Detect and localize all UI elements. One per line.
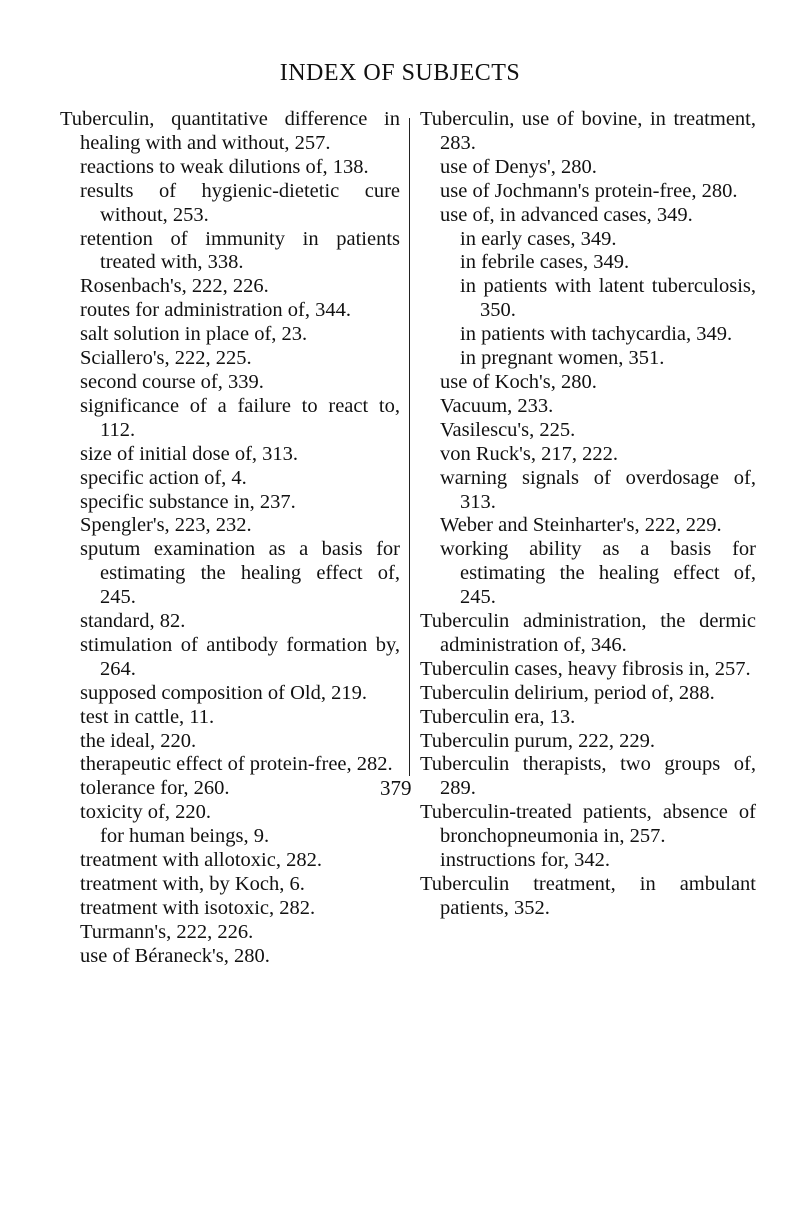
index-entry: retention of immunity in patients treated with, 338.	[80, 227, 400, 274]
index-entry: Vacuum, 233.	[440, 394, 554, 417]
index-entry: test in cattle, 11.	[80, 705, 215, 728]
page-number: 379	[380, 776, 412, 800]
index-entry: Tuberculin, use of bovine, in treatment, 283.	[420, 108, 756, 154]
index-entry: in pregnant women, 351.	[460, 347, 665, 370]
index-entry: Weber and Steinharter's, 222, 229.	[440, 514, 722, 537]
index-entry: Tuberculin purum, 222, 229.	[420, 729, 655, 752]
index-entry: use of Jochmann's protein-free, 280.	[440, 179, 738, 202]
index-entry: Tuberculin treatment, in ambulant patients, 352.	[420, 873, 756, 919]
index-entry: Vasilescu's, 225.	[440, 418, 576, 441]
index-entry: the ideal, 220.	[80, 729, 197, 752]
index-entry: warning signals of overdosage of, 313.	[440, 466, 756, 513]
index-entry: instructions for, 342.	[440, 849, 610, 872]
index-entry: Tuberculin delirium, period of, 288.	[420, 681, 715, 704]
index-entry: Tuberculin cases, heavy fibrosis in, 257.	[420, 657, 751, 680]
index-entry: supposed composition of Old, 219.	[80, 681, 367, 704]
index-entry: second course of, 339.	[80, 370, 264, 393]
index-entry: in patients with latent tuberculosis, 350.	[460, 275, 756, 322]
index-column-left	[60, 108, 400, 969]
index-entry: Rosenbach's, 222, 226.	[80, 275, 269, 298]
index-entry: toxicity of, 220.	[80, 801, 211, 824]
index-entry: specific action of, 4.	[80, 466, 247, 489]
index-entry: working ability as a basis for estimating the healing effect of, 245.	[440, 538, 756, 609]
column-divider	[409, 118, 410, 776]
index-entry: significance of a failure to react to, 112.	[80, 394, 400, 441]
index-entry: tolerance for, 260.	[80, 777, 230, 800]
index-entry: in patients with tachycardia, 349.	[460, 323, 733, 346]
index-entry: Sciallero's, 222, 225.	[80, 347, 252, 370]
index-entry: Turmann's, 222, 226.	[80, 920, 254, 943]
index-entry: Tuberculin therapists, two groups of, 289.	[420, 753, 756, 800]
index-column-right	[420, 108, 756, 921]
index-entry: use of Denys', 280.	[440, 155, 597, 178]
index-entry: therapeutic effect of protein-free, 282.	[80, 753, 393, 776]
index-entry: size of initial dose of, 313.	[80, 442, 299, 465]
index-entry: treatment with allotoxic, 282.	[80, 849, 322, 872]
index-entry: Spengler's, 223, 232.	[80, 514, 252, 537]
index-entry: von Ruck's, 217, 222.	[440, 442, 618, 465]
index-entry: specific substance in, 237.	[80, 490, 296, 513]
index-entry: standard, 82.	[80, 610, 186, 633]
index-entry: results of hygienic-dietetic cure without, 253.	[80, 179, 400, 226]
index-entry: treatment with isotoxic, 282.	[80, 896, 316, 919]
index-entry: Tuberculin-treated patients, absence of bronchopneumonia in, 257.	[420, 801, 756, 848]
index-entry: routes for administration of, 344.	[80, 299, 352, 322]
index-entry: use of, in advanced cases, 349.	[440, 203, 693, 226]
index-entry: Tuberculin, quantitative difference in healing with and without, 257.	[60, 108, 400, 154]
index-entry: salt solution in place of, 23.	[80, 323, 308, 346]
index-entry: reactions to weak dilutions of, 138.	[80, 155, 369, 178]
index-entry: use of Béraneck's, 280.	[80, 944, 270, 967]
index-entry: stimulation of antibody formation by, 264.	[80, 633, 400, 680]
index-entry: Tuberculin era, 13.	[420, 705, 576, 728]
index-entry: in early cases, 349.	[460, 227, 617, 250]
index-entry: for human beings, 9.	[100, 825, 270, 848]
index-entry: treatment with, by Koch, 6.	[80, 873, 305, 895]
index-entry: in febrile cases, 349.	[460, 251, 630, 274]
index-entry: Tuberculin administration, the dermic administration of, 346.	[420, 610, 756, 656]
index-entry: use of Koch's, 280.	[440, 370, 597, 393]
page-header: INDEX OF SUBJECTS	[279, 60, 521, 86]
index-entry: sputum examination as a basis for estimating the healing effect of, 245.	[80, 538, 400, 609]
